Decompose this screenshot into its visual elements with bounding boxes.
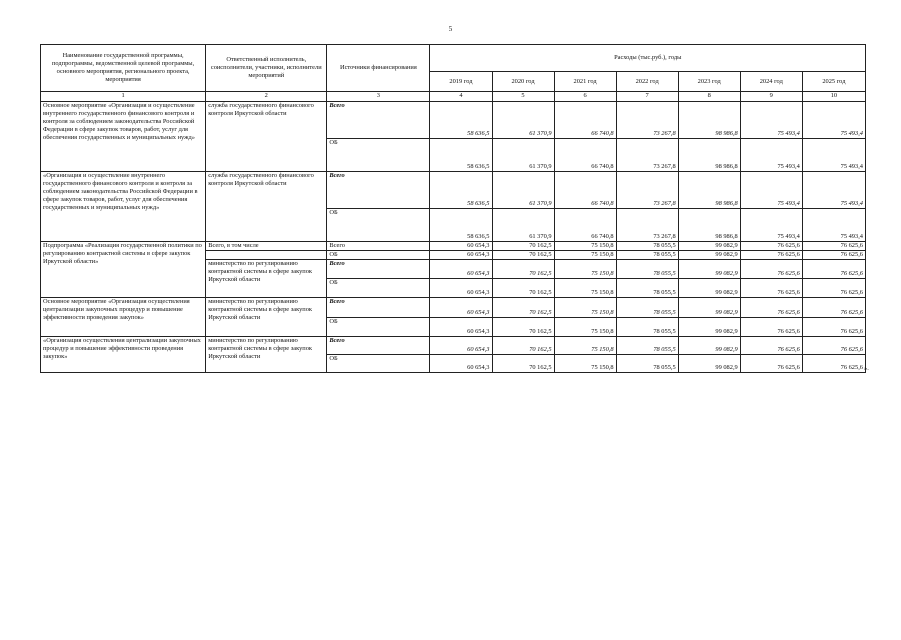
source-ob: ОБ xyxy=(327,318,430,337)
column-number: 2 xyxy=(206,92,327,102)
value-cell: 76 625,6 xyxy=(740,318,802,337)
value-cell: 73 267,8 xyxy=(616,139,678,172)
value-cell: 60 654,3 xyxy=(430,355,492,373)
value-cell: 78 055,5 xyxy=(616,279,678,298)
value-cell: 60 654,3 xyxy=(430,298,492,318)
value-cell: 75 493,4 xyxy=(740,139,802,172)
value-cell: 61 370,9 xyxy=(492,102,554,139)
value-cell: 98 986,8 xyxy=(678,209,740,242)
value-cell: 98 986,8 xyxy=(678,172,740,209)
table-row xyxy=(41,102,866,139)
table-row xyxy=(41,242,866,251)
page-number: 5 xyxy=(448,25,453,33)
value-cell: 99 082,9 xyxy=(678,355,740,373)
value-cell: 66 740,8 xyxy=(554,172,616,209)
header-source: Источники финансирования xyxy=(327,45,430,92)
value-cell: 73 267,8 xyxy=(616,102,678,139)
row-name: Основное мероприятие «Организация и осуществление внутреннего государственного финансового контроля и контроля за соблюдением законодательства Российской Федерации в сфере закупок товаров, работ, услуг для обеспечения государственных и муниципальных нужд» xyxy=(41,102,206,172)
value-cell: 76 625,6 xyxy=(802,260,865,279)
value-cell: 70 162,5 xyxy=(492,251,554,260)
row-executor: служба государственного финансового контроля Иркутской области xyxy=(206,172,327,242)
value-cell: 75 493,4 xyxy=(802,172,865,209)
column-number: 10 xyxy=(802,92,865,102)
value-cell: 76 625,6 xyxy=(802,279,865,298)
value-cell: 73 267,8 xyxy=(616,172,678,209)
value-cell: 75 493,4 xyxy=(802,139,865,172)
value-cell: 70 162,5 xyxy=(492,279,554,298)
header-year: 2021 год xyxy=(554,72,616,92)
value-cell: 76 625,6 xyxy=(802,355,865,373)
row-executor: министерство по регулированию контрактной системы в сфере закупок Иркутской области xyxy=(206,298,327,337)
header-expenses: Расходы (тыс.руб.), годы xyxy=(430,45,866,72)
value-cell: 76 625,6 xyxy=(740,298,802,318)
source-ob: ОБ xyxy=(327,251,430,260)
value-cell: 99 082,9 xyxy=(678,337,740,355)
column-number: 6 xyxy=(554,92,616,102)
value-cell: 66 740,8 xyxy=(554,209,616,242)
column-number: 4 xyxy=(430,92,492,102)
source-total: Всего xyxy=(327,260,430,279)
row-name: «Организация и осуществление внутреннего государственного финансового контроля и контроля за соблюдением законодательства Российской Федерации в сфере закупок товаров, работ, услуг для обеспечения государственных и муниципальных нужд» xyxy=(41,172,206,242)
value-cell: 76 625,6 xyxy=(740,355,802,373)
value-cell: 60 654,3 xyxy=(430,260,492,279)
value-cell: 61 370,9 xyxy=(492,209,554,242)
value-cell: 75 150,8 xyxy=(554,260,616,279)
closing-mark: ». xyxy=(864,365,869,372)
value-cell: 75 150,8 xyxy=(554,355,616,373)
value-cell: 76 625,6 xyxy=(802,251,865,260)
value-cell: 75 150,8 xyxy=(554,242,616,251)
row-executor: Всего, в том числе xyxy=(206,242,327,251)
header-year: 2025 год xyxy=(802,72,865,92)
row-name: Основное мероприятие «Организация осуществления централизации закупочных процедур и повышение эффективности проведения закупок» xyxy=(41,298,206,337)
value-cell: 58 636,5 xyxy=(430,102,492,139)
header-executor: Ответственный исполнитель, соисполнители, участники, исполнители мероприятий xyxy=(206,45,327,92)
value-cell: 70 162,5 xyxy=(492,318,554,337)
subprogram-name: Подпрограмма «Реализация государственной политики по регулированию контрактной системы в сфере закупок Иркутской области» xyxy=(41,242,206,298)
source-ob: ОБ xyxy=(327,139,430,172)
table-row xyxy=(41,298,866,318)
expenses-table xyxy=(40,44,866,373)
source-total: Всего xyxy=(327,172,430,209)
value-cell: 76 625,6 xyxy=(802,298,865,318)
value-cell: 75 493,4 xyxy=(740,209,802,242)
value-cell: 60 654,3 xyxy=(430,318,492,337)
value-cell: 99 082,9 xyxy=(678,298,740,318)
table-row xyxy=(41,172,866,209)
value-cell: 99 082,9 xyxy=(678,279,740,298)
source-ob: ОБ xyxy=(327,209,430,242)
value-cell: 75 150,8 xyxy=(554,337,616,355)
value-cell: 78 055,5 xyxy=(616,318,678,337)
value-cell: 73 267,8 xyxy=(616,209,678,242)
value-cell: 78 055,5 xyxy=(616,242,678,251)
value-cell: 60 654,3 xyxy=(430,337,492,355)
value-cell: 70 162,5 xyxy=(492,260,554,279)
value-cell: 78 055,5 xyxy=(616,337,678,355)
value-cell: 60 654,3 xyxy=(430,251,492,260)
row-name: «Организация осуществления централизации закупочных процедур и повышение эффективности проведения закупок» xyxy=(41,337,206,373)
value-cell: 76 625,6 xyxy=(802,318,865,337)
value-cell: 76 625,6 xyxy=(802,337,865,355)
header-year: 2024 год xyxy=(740,72,802,92)
row-executor: министерство по регулированию контрактной системы в сфере закупок Иркутской области xyxy=(206,260,327,298)
value-cell: 70 162,5 xyxy=(492,298,554,318)
value-cell: 75 150,8 xyxy=(554,298,616,318)
header-year: 2023 год xyxy=(678,72,740,92)
value-cell: 70 162,5 xyxy=(492,355,554,373)
column-number: 5 xyxy=(492,92,554,102)
header-year: 2019 год xyxy=(430,72,492,92)
value-cell: 66 740,8 xyxy=(554,102,616,139)
value-cell: 76 625,6 xyxy=(802,242,865,251)
header-name: Наименование государственной программы, подпрограммы, ведомственной целевой программы, основного мероприятия, регионального проекта, мероприятия xyxy=(41,45,206,92)
value-cell: 61 370,9 xyxy=(492,172,554,209)
column-numbers-row xyxy=(41,92,866,102)
value-cell: 58 636,5 xyxy=(430,139,492,172)
header-year: 2020 год xyxy=(492,72,554,92)
column-number: 3 xyxy=(327,92,430,102)
value-cell: 61 370,9 xyxy=(492,139,554,172)
value-cell: 99 082,9 xyxy=(678,260,740,279)
value-cell: 75 150,8 xyxy=(554,279,616,298)
value-cell: 78 055,5 xyxy=(616,251,678,260)
column-number: 7 xyxy=(616,92,678,102)
value-cell: 75 493,4 xyxy=(802,209,865,242)
row-executor: служба государственного финансового контроля Иркутской области xyxy=(206,102,327,172)
value-cell: 75 150,8 xyxy=(554,251,616,260)
source-total: Всего xyxy=(327,102,430,139)
value-cell: 66 740,8 xyxy=(554,139,616,172)
value-cell: 75 493,4 xyxy=(740,172,802,209)
value-cell: 78 055,5 xyxy=(616,298,678,318)
value-cell: 76 625,6 xyxy=(740,260,802,279)
source-total: Всего xyxy=(327,242,430,251)
value-cell: 60 654,3 xyxy=(430,242,492,251)
value-cell: 98 986,8 xyxy=(678,139,740,172)
value-cell: 70 162,5 xyxy=(492,337,554,355)
row-executor: министерство по регулированию контрактной системы в сфере закупок Иркутской области xyxy=(206,337,327,373)
source-total: Всего xyxy=(327,298,430,318)
value-cell: 98 986,8 xyxy=(678,102,740,139)
value-cell: 75 493,4 xyxy=(740,102,802,139)
column-number: 9 xyxy=(740,92,802,102)
value-cell: 76 625,6 xyxy=(740,337,802,355)
source-ob: ОБ xyxy=(327,279,430,298)
value-cell: 99 082,9 xyxy=(678,242,740,251)
value-cell: 78 055,5 xyxy=(616,355,678,373)
value-cell: 76 625,6 xyxy=(740,251,802,260)
value-cell: 78 055,5 xyxy=(616,260,678,279)
value-cell: 99 082,9 xyxy=(678,251,740,260)
value-cell: 75 150,8 xyxy=(554,318,616,337)
source-total: Всего xyxy=(327,337,430,355)
value-cell: 70 162,5 xyxy=(492,242,554,251)
header-year: 2022 год xyxy=(616,72,678,92)
column-number: 8 xyxy=(678,92,740,102)
value-cell: 75 493,4 xyxy=(802,102,865,139)
column-number: 1 xyxy=(41,92,206,102)
value-cell: 76 625,6 xyxy=(740,242,802,251)
value-cell: 58 636,5 xyxy=(430,209,492,242)
table-row xyxy=(41,337,866,355)
value-cell: 60 654,3 xyxy=(430,279,492,298)
source-ob: ОБ xyxy=(327,355,430,373)
value-cell: 76 625,6 xyxy=(740,279,802,298)
value-cell: 58 636,5 xyxy=(430,172,492,209)
value-cell: 99 082,9 xyxy=(678,318,740,337)
